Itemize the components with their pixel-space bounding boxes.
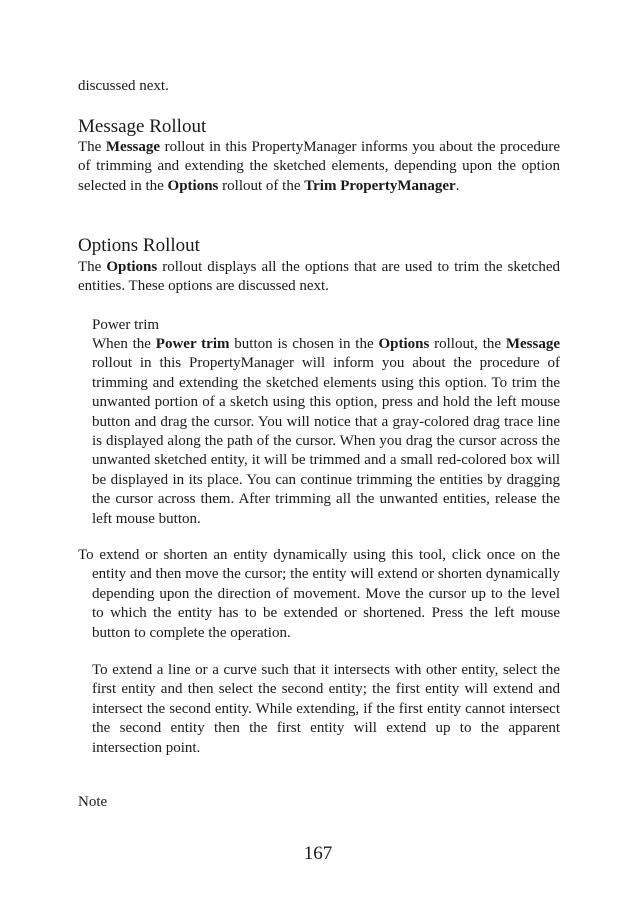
options-term: Options: [378, 336, 430, 352]
power-trim-title: Power trim: [92, 317, 160, 333]
lead-text: discussed next.: [78, 78, 169, 94]
trim-propertymanager-term: Trim PropertyManager: [304, 177, 456, 194]
message-rollout-paragraph: The Message rollout in this PropertyManager informs you about the procedure of trimming and extending the sketched elements, depending upon the option selected in the Options rollout of the Trim PropertyManager.: [78, 139, 561, 194]
extend-paragraph-1: To extend or shorten an entity dynamically using this tool, click once on the entity and then move the cursor; the entity will extend or shorten dynamically depending upon the direction of movement. Move the cursor up to the level to which the entity has to be extended or shortened. Press the left mouse button to complete the operation.: [78, 547, 560, 641]
power-trim-paragraph: When the Power trim button is chosen in the Options rollout, the Message rollout in this PropertyManager will inform you about the procedure of trimming and extending the sketched elements using this option. To trim the unwanted portion of a sketch using this option, press and hold the left mouse button and drag the cursor. You will notice that a gray-colored drag trace line is displayed along the path of the cursor. When you drag the cursor across the unwanted sketched entity, it will be trimmed and a small red-colored box will be displayed in its place. You can continue trimming the entities by dragging the cursor across them. After trimming all the unwanted entities, release the left mouse button.: [92, 336, 561, 527]
options-rollout-heading: Options Rollout: [78, 235, 200, 256]
options-term: Options: [167, 177, 219, 194]
message-rollout-heading: Message Rollout: [78, 116, 207, 137]
note-label: Note: [78, 794, 108, 810]
extend-paragraph-2: To extend a line or a curve such that it intersects with other entity, select the first entity and then select the second entity; the first entity will extend and intersect the second entity. While extending, if the first entity cannot intersect the second entity then the first entity will extend up to the apparent intersection point.: [92, 662, 560, 756]
power-trim-term: Power trim: [155, 336, 230, 352]
message-term: Message: [505, 336, 561, 352]
page-number: 167: [303, 843, 333, 864]
options-term: Options: [106, 259, 158, 275]
options-rollout-paragraph: The Options rollout displays all the options that are used to trim the sketched entities. These options are discussed next.: [78, 259, 561, 295]
message-term: Message: [105, 139, 161, 155]
